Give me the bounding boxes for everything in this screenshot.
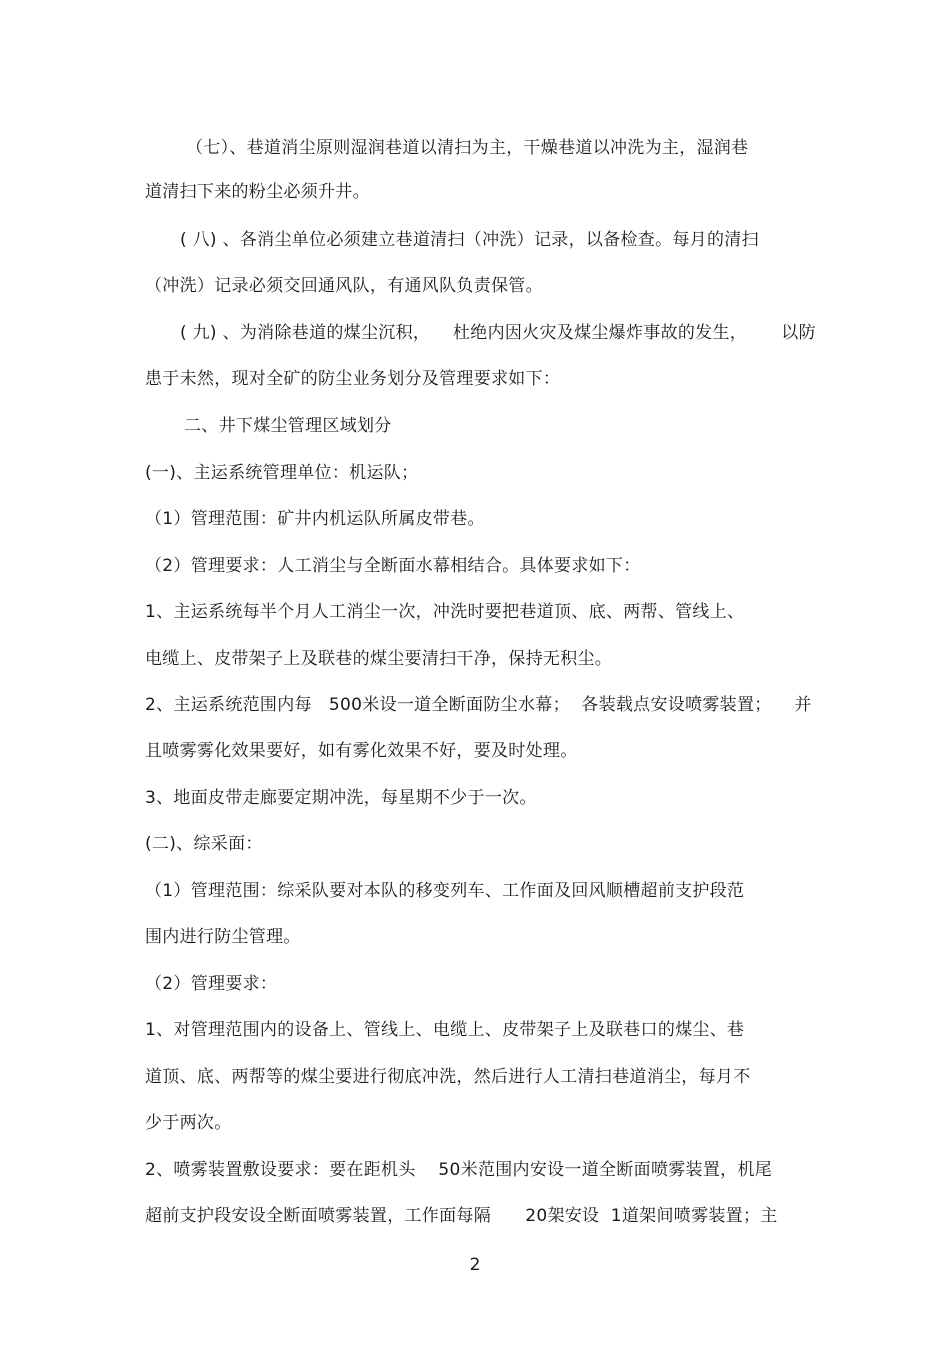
paragraph-line: 少于两次。 (145, 1113, 232, 1133)
paragraph-line: 超前支护段安设全断面喷雾装置，工作面每隔 20架安设 1道架间喷雾装置；主 (145, 1206, 778, 1226)
subsection-heading: (二)、综采面： (145, 834, 263, 854)
paragraph-line: （七）、巷道消尘原则湿润巷道以清扫为主，干燥巷道以冲洗为主，湿润巷 (186, 138, 749, 158)
paragraph-line: 电缆上、皮带架子上及联巷的煤尘要清扫干净，保持无积尘。 (145, 649, 613, 669)
paragraph-line: 围内进行防尘管理。 (145, 927, 301, 947)
paragraph-line: 1、主运系统每半个月人工消尘一次，冲洗时要把巷道顶、底、两帮、管线上、 (145, 602, 745, 622)
paragraph-line: （2）管理要求：人工消尘与全断面水幕相结合。具体要求如下： (145, 556, 641, 576)
paragraph-line: 3、地面皮带走廊要定期冲洗，每星期不少于一次。 (145, 788, 537, 808)
paragraph-line: 道顶、底、两帮等的煤尘要进行彻底冲洗，然后进行人工清扫巷道消尘，每月不 (145, 1067, 751, 1087)
paragraph-line: 且喷雾雾化效果要好，如有雾化效果不好，要及时处理。 (145, 741, 578, 761)
paragraph-line: ( 九) 、为消除巷道的煤尘沉积， 杜绝内因火灾及煤尘爆炸事故的发生， 以防 (180, 323, 816, 343)
subsection-heading: (一)、主运系统管理单位：机运队； (145, 463, 419, 483)
section-heading: 二、井下煤尘管理区域划分 (184, 416, 392, 436)
paragraph-line: （2）管理要求： (145, 974, 278, 994)
paragraph-line: （1）管理范围：综采队要对本队的移变列车、工作面及回风顺槽超前支护段范 (145, 881, 745, 901)
paragraph-line: ( 八) 、各消尘单位必须建立巷道清扫（冲洗）记录，以备检查。每月的清扫 (180, 230, 759, 250)
paragraph-line: 2、主运系统范围内每 500米设一道全断面防尘水幕； 各装载点安设喷雾装置； 并 (145, 695, 812, 715)
paragraph-line: 2、喷雾装置敷设要求：要在距机头 50米范围内安设一道全断面喷雾装置，机尾 (145, 1160, 773, 1180)
paragraph-line: （1）管理范围：矿井内机运队所属皮带巷。 (145, 509, 485, 529)
paragraph-line: 患于未然，现对全矿的防尘业务划分及管理要求如下： (145, 369, 561, 389)
page-number: 2 (469, 1255, 481, 1275)
paragraph-line: （冲洗）记录必须交回通风队，有通风队负责保管。 (145, 276, 543, 296)
paragraph-line: 1、对管理范围内的设备上、管线上、电缆上、皮带架子上及联巷口的煤尘、巷 (145, 1020, 745, 1040)
paragraph-line: 道清扫下来的粉尘必须升井。 (145, 182, 370, 202)
